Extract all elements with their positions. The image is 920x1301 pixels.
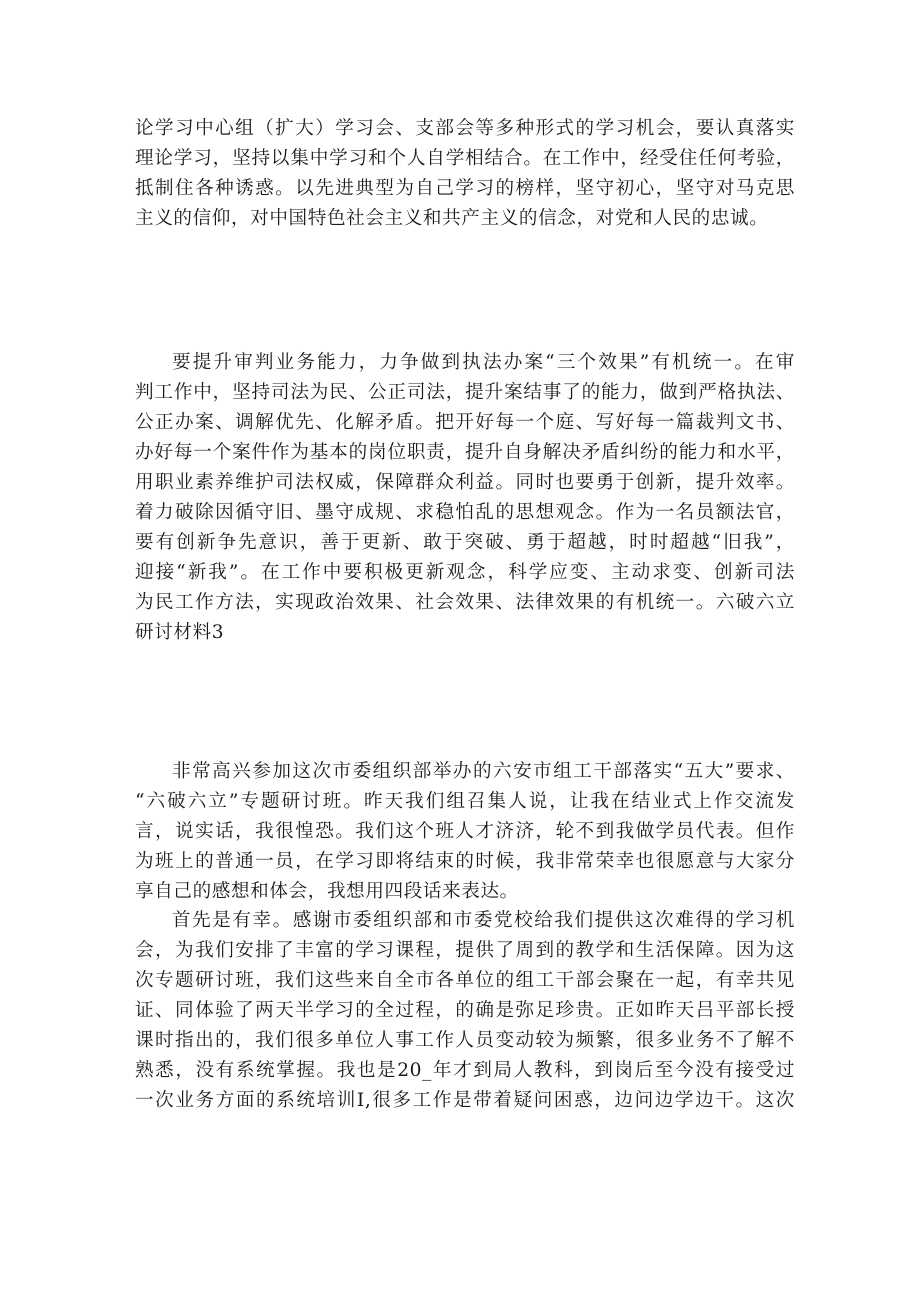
- paragraph-line: 为班上的普通一员，在学习即将结束的时候，我非常荣幸也很愿意与大家分: [135, 851, 795, 872]
- paragraph-line: 证、同体验了两天半学习的全过程，的确是弥足珍贵。正如昨天吕平部长授: [135, 1000, 795, 1021]
- paragraph-line: 非常高兴参加这次市委组织部举办的六安市组工干部落实“五大”要求、: [172, 761, 795, 782]
- paragraph-line: 享自己的感想和体会，我想用四段话来表达。: [135, 881, 519, 902]
- paragraph-line: 着力破除因循守旧、墨守成规、求稳怕乱的思想观念。作为一名员额法官，: [135, 502, 795, 523]
- paragraph-line: 要提升审判业务能力，力争做到执法办案“三个效果”有机统一。在审: [172, 352, 795, 373]
- paragraph-2: [135, 348, 795, 648]
- paragraph-line: 迎接“新我”。在工作中要积极更新观念，科学应变、主动求变、创新司法: [135, 562, 795, 583]
- paragraph-line: 研讨材料3: [135, 622, 225, 643]
- paragraph-line: 要有创新争先意识，善于更新、敢于突破、勇于超越，时时超越“旧我”，: [135, 532, 795, 553]
- paragraph-line: 会，为我们安排了丰富的学习课程，提供了周到的教学和生活保障。因为这: [135, 940, 795, 961]
- paragraph-line: 熟悉，没有系统掌握。我也是20_年才到局人教科，到岗后至今没有接受过: [135, 1060, 795, 1081]
- paragraph-line: 次专题研讨班，我们这些来自全市各单位的组工干部会聚在一起，有幸共见: [135, 970, 795, 991]
- paragraph-line: 办好每一个案件作为基本的岗位职责，提升自身解决矛盾纠纷的能力和水平，: [135, 442, 795, 463]
- paragraph-line: 为民工作方法，实现政治效果、社会效果、法律效果的有机统一。六破六立: [135, 592, 795, 613]
- paragraph-line: 一次业务方面的系统培训I,很多工作是带着疑问困惑，边问边学边干。这次: [135, 1090, 795, 1111]
- paragraph-line: 首先是有幸。感谢市委组织部和市委党校给我们提供这次难得的学习机: [172, 910, 795, 931]
- paragraph-line: 课时指出的，我们很多单位人事工作人员变动较为频繁，很多业务不了解不: [135, 1030, 795, 1051]
- paragraph-4: [135, 906, 795, 1116]
- paragraph-3: [135, 757, 795, 907]
- paragraph-line: 主义的信仰，对中国特色社会主义和共产主义的信念，对党和人民的忠诚。: [135, 208, 769, 229]
- paragraph-1: [135, 114, 795, 234]
- paragraph-line: “六破六立”专题研讨班。昨天我们组召集人说，让我在结业式上作交流发: [135, 791, 795, 812]
- paragraph-line: 言，说实话，我很惶恐。我们这个班人才济济，轮不到我做学员代表。但作: [135, 821, 795, 842]
- paragraph-line: 论学习中心组（扩大）学习会、支部会等多种形式的学习机会，要认真落实: [135, 118, 795, 139]
- paragraph-line: 公正办案、调解优先、化解矛盾。把开好每一个庭、写好每一篇裁判文书、: [135, 412, 795, 433]
- paragraph-line: 用职业素养维护司法权威，保障群众利益。同时也要勇于创新，提升效率。: [135, 472, 795, 493]
- document-page: [135, 0, 795, 1301]
- paragraph-line: 判工作中，坚持司法为民、公正司法，提升案结事了的能力，做到严格执法、: [135, 382, 795, 403]
- paragraph-line: 理论学习，坚持以集中学习和个人自学相结合。在工作中，经受住任何考验，: [135, 148, 795, 169]
- paragraph-line: 抵制住各种诱惑。以先进典型为自己学习的榜样，坚守初心，坚守对马克思: [135, 178, 795, 199]
